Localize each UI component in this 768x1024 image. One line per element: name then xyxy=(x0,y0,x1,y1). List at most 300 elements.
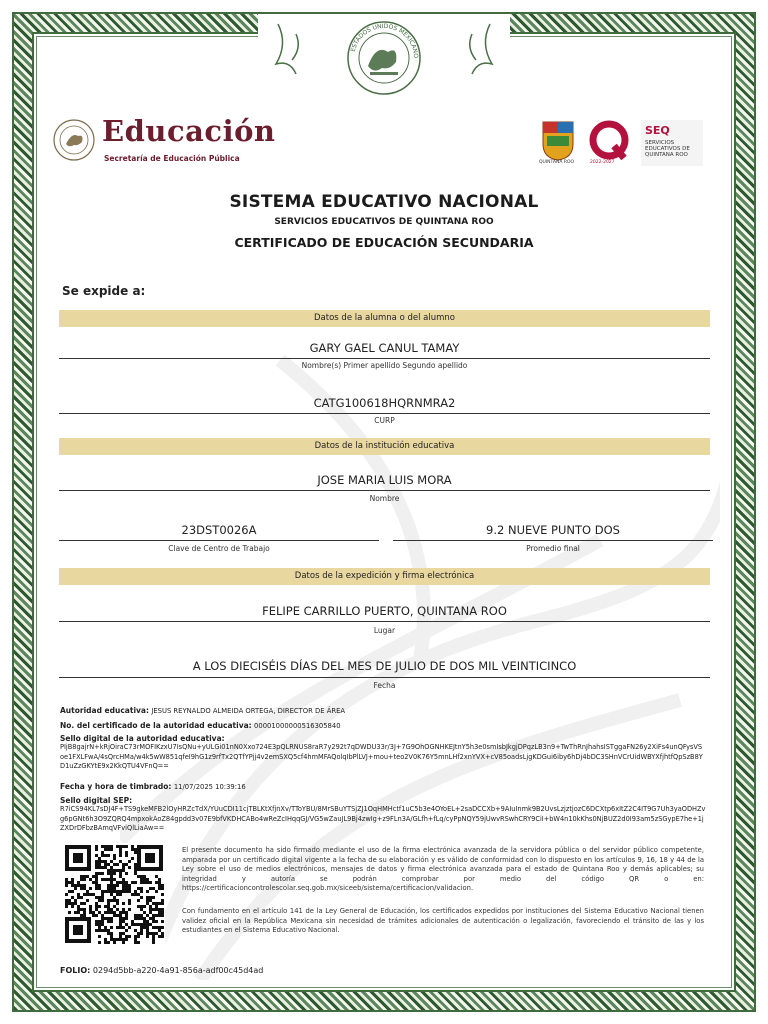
qr-cell xyxy=(77,884,80,887)
qr-cell xyxy=(152,917,155,920)
qr-cell xyxy=(113,938,116,941)
qr-cell xyxy=(158,911,161,914)
eagle-seal-icon xyxy=(258,14,510,100)
qr-cell xyxy=(134,941,137,944)
qr-cell xyxy=(110,920,113,923)
qr-cell xyxy=(125,851,128,854)
national-seal xyxy=(258,14,510,100)
curp-value: CATG100618HQRNMRA2 xyxy=(313,396,456,410)
qr-cell xyxy=(95,881,98,884)
qr-cell xyxy=(95,863,98,866)
qr-cell xyxy=(119,881,122,884)
qr-cell xyxy=(83,878,86,881)
qr-cell xyxy=(128,902,131,905)
timestamp-row xyxy=(60,782,246,791)
divider-line xyxy=(59,677,710,678)
qr-cell xyxy=(89,878,92,881)
qr-cell xyxy=(140,923,143,926)
qr-cell xyxy=(128,908,131,911)
qr-cell xyxy=(95,854,98,857)
qr-cell xyxy=(95,914,98,917)
qr-cell xyxy=(155,920,158,923)
place-label: Lugar xyxy=(373,626,396,635)
qr-cell xyxy=(110,878,113,881)
qr-cell xyxy=(137,905,140,908)
qr-cell xyxy=(107,878,110,881)
qr-cell xyxy=(77,908,80,911)
qr-cell xyxy=(83,914,86,917)
qr-cell xyxy=(113,914,116,917)
qr-cell xyxy=(158,881,161,884)
qr-cell xyxy=(110,848,113,851)
qr-cell xyxy=(95,905,98,908)
qr-cell xyxy=(119,848,122,851)
qr-cell xyxy=(98,929,101,932)
qr-cell xyxy=(95,872,98,875)
seal-text: ESTADOS UNIDOS MEXICANO xyxy=(349,22,420,59)
divider-line xyxy=(59,621,710,622)
qr-cell xyxy=(125,854,128,857)
qr-cell xyxy=(137,893,140,896)
school-name: JOSE MARIA LUIS MORA xyxy=(317,473,452,487)
qr-cell xyxy=(161,902,164,905)
qr-cell xyxy=(143,878,146,881)
qr-cell xyxy=(146,890,149,893)
qr-cell xyxy=(140,890,143,893)
qr-cell xyxy=(116,869,119,872)
qr-cell xyxy=(68,911,71,914)
qr-cell xyxy=(110,932,113,935)
sep-subtitle: Secretaría de Educación Pública xyxy=(104,154,240,163)
qr-cell xyxy=(77,893,80,896)
qr-cell xyxy=(116,845,119,848)
qr-cell xyxy=(107,872,110,875)
qr-cell xyxy=(134,890,137,893)
qr-cell xyxy=(110,938,113,941)
qr-cell xyxy=(140,917,143,920)
qr-cell xyxy=(104,941,107,944)
qr-cell xyxy=(65,881,68,884)
sep-seal-label: Sello digital SEP: xyxy=(60,796,133,805)
qr-cell xyxy=(161,893,164,896)
qr-cell xyxy=(95,878,98,881)
qr-cell xyxy=(155,905,158,908)
qr-cell xyxy=(110,890,113,893)
qr-cell xyxy=(107,932,110,935)
qr-cell xyxy=(74,884,77,887)
qr-cell xyxy=(119,860,122,863)
qr-cell xyxy=(122,938,125,941)
qr-cell xyxy=(71,890,74,893)
qr-cell xyxy=(119,938,122,941)
qr-cell xyxy=(83,902,86,905)
qr-cell xyxy=(119,932,122,935)
qr-cell xyxy=(143,881,146,884)
qr-cell xyxy=(125,935,128,938)
qr-cell xyxy=(158,929,161,932)
qr-cell xyxy=(77,896,80,899)
qr-cell xyxy=(128,884,131,887)
qr-cell xyxy=(83,887,86,890)
qr-code-icon[interactable] xyxy=(63,843,165,945)
qr-cell xyxy=(125,881,128,884)
student-name-label: Nombre(s) Primer apellido Segundo apellido xyxy=(301,361,468,370)
qr-cell xyxy=(146,923,149,926)
quintana-roo-shield-icon xyxy=(541,120,575,162)
legal-text-signature: El presente documento ha sido firmado mediante el uso de la firma electrónica avanzada de la servidora pública o del servidor público competente, amparada por un certificado digital vigente a la fecha de su elaboración y es válido de conformidad con lo dispuesto en los artículos 9, 16, 18 y 44 de la Ley sobre el uso de medios electrónicos, mensajes de datos y firma electrónica avanzada para el estado de Quintana Roo y demás aplicables; su integridad y autoría se podrán comprobar por medio del código QR o en: https://certificacioncontrolescolar.seq.gob.mx/siceeb/sistema/certificacion/validacion. xyxy=(182,846,704,893)
qr-cell xyxy=(119,890,122,893)
qr-cell xyxy=(122,863,125,866)
qr-cell xyxy=(110,917,113,920)
qr-cell xyxy=(104,866,107,869)
qr-cell xyxy=(80,896,83,899)
digital-seal-row xyxy=(60,734,706,772)
qr-cell xyxy=(137,899,140,902)
qr-cell xyxy=(146,896,149,899)
qr-cell xyxy=(122,878,125,881)
qr-cell xyxy=(71,896,74,899)
qr-cell xyxy=(161,899,164,902)
qr-cell xyxy=(101,851,104,854)
qr-cell xyxy=(74,902,77,905)
qr-cell xyxy=(134,851,137,854)
qr-cell xyxy=(131,923,134,926)
qr-cell xyxy=(113,857,116,860)
qr-cell xyxy=(128,935,131,938)
qr-cell xyxy=(95,875,98,878)
qr-cell xyxy=(95,848,98,851)
student-name: GARY GAEL CANUL TAMAY xyxy=(309,341,460,355)
qr-cell xyxy=(140,908,143,911)
qr-cell xyxy=(95,920,98,923)
qr-cell xyxy=(149,908,152,911)
qr-cell xyxy=(107,911,110,914)
qr-cell xyxy=(110,884,113,887)
qr-cell xyxy=(128,899,131,902)
school-name-label: Nombre xyxy=(369,494,400,503)
qr-cell xyxy=(158,914,161,917)
qr-cell xyxy=(149,905,152,908)
qr-cell xyxy=(116,902,119,905)
qr-cell xyxy=(113,854,116,857)
qr-cell xyxy=(122,911,125,914)
qr-cell xyxy=(113,887,116,890)
qr-cell xyxy=(158,878,161,881)
qr-cell xyxy=(155,902,158,905)
institution-section-band: Datos de la institución educativa xyxy=(59,438,710,455)
qr-cell xyxy=(155,914,158,917)
qr-cell xyxy=(110,860,113,863)
qr-cell xyxy=(119,917,122,920)
date-value: A LOS DIECISÉIS DÍAS DEL MES DE JULIO DE DOS MIL VEINTICINCO xyxy=(192,659,577,673)
qr-cell xyxy=(146,929,149,932)
qr-cell xyxy=(131,857,134,860)
qr-cell xyxy=(125,845,128,848)
qr-cell xyxy=(125,863,128,866)
qr-cell xyxy=(146,920,149,923)
qr-cell xyxy=(80,914,83,917)
qr-cell xyxy=(158,884,161,887)
qr-cell xyxy=(143,920,146,923)
qr-cell xyxy=(95,929,98,932)
qr-cell xyxy=(125,887,128,890)
qr-cell xyxy=(116,908,119,911)
sep-seal-icon xyxy=(52,118,96,162)
date-label: Fecha xyxy=(373,681,396,690)
qr-cell xyxy=(86,875,89,878)
qr-cell xyxy=(98,926,101,929)
qr-cell xyxy=(161,926,164,929)
qr-cell xyxy=(104,917,107,920)
qr-cell xyxy=(65,878,68,881)
qr-cell xyxy=(92,881,95,884)
sep-seal-value: R7iCS94KL7sDJ4F+TS9gkeMFB2lOyHRZcTdX/YUuCDI11cjTBLKtXfjnXv/TToYBU/8MrSBuYTSjZJ1OqHMHctf1uC5b3e4OYoEL+2saDCCXb+9AIuInmk9B2UvsLzjztjozC6DCXtp6xItZ2C4IT9G7Uh3yaODHZvg6pGNt6h3O9ZQRQ4mpxokAoZ84gpdd3v07E9bfVKDHCABo4wReZcIHqqGJ/VG5wZauJL9Bj4zwIg+z9FLn3A/GLfh+fLq/cyPpNQY59jUwvRSwhCRY9CiI+bW4n10kKhs0NjBUZ2d0I93am5zSGypE7he+1jZXDrDFbzBAmqVFviQlLiaAw== xyxy=(60,805,706,832)
qr-cell xyxy=(98,941,101,944)
qr-cell xyxy=(149,911,152,914)
qr-cell xyxy=(143,923,146,926)
qr-cell xyxy=(104,911,107,914)
qr-cell xyxy=(110,881,113,884)
qr-cell xyxy=(134,893,137,896)
qr-cell xyxy=(107,863,110,866)
qr-cell xyxy=(95,866,98,869)
qr-cell xyxy=(119,920,122,923)
qr-cell xyxy=(143,917,146,920)
qr-cell xyxy=(107,854,110,857)
qr-cell xyxy=(155,926,158,929)
qr-cell xyxy=(110,875,113,878)
qr-cell xyxy=(161,911,164,914)
page-subtitle: SERVICIOS EDUCATIVOS DE QUINTANA ROO xyxy=(274,217,494,227)
qr-cell xyxy=(122,932,125,935)
qr-cell xyxy=(113,869,116,872)
qr-cell xyxy=(140,914,143,917)
qr-cell xyxy=(98,905,101,908)
qr-cell xyxy=(71,881,74,884)
qr-cell xyxy=(149,887,152,890)
qr-cell xyxy=(86,899,89,902)
qr-cell xyxy=(83,884,86,887)
qr-cell xyxy=(119,875,122,878)
qr-cell xyxy=(92,911,95,914)
cct-label: Clave de Centro de Trabajo xyxy=(168,544,270,553)
qr-cell xyxy=(128,866,131,869)
qr-cell xyxy=(119,854,122,857)
qr-cell xyxy=(143,875,146,878)
qr-cell xyxy=(122,845,125,848)
folio-row xyxy=(60,966,263,975)
qr-cell xyxy=(95,923,98,926)
qr-cell xyxy=(104,854,107,857)
timestamp-label: Fecha y hora de timbrado: xyxy=(60,782,172,791)
qr-cell xyxy=(119,872,122,875)
digital-seal-value: PIjB8gajrN+kRjOiraC73rMOFIKzxU7IsQNu+yULGi01nN0Xxo724E3pQLRNUS8raR7y292t7qDWDU33r/3J+7G9OhOGNHKEJtnY5h3e0smIsbJkgjDPqzLB3n9+TwThRnJhahsISTggaFN26y2XiFs4unQFysVSoe1FXLFwA/4sQrcHMa/w4k5wW851qfeI9hG1z9rfTx2QTfYPjj4v2emSXQ5cf4hmMFAQolqIbPlLVJ+mou+teo2V0K76Y5mnLHf2xnYVX+cV85oadsLjgKDGui6iby6hDj4bDC3SHnVCrUidWBYXfjhtfQpSzB8YD1uZzGKYtE9x2KkQTU4VFnQ== xyxy=(60,743,703,770)
qr-cell xyxy=(110,872,113,875)
qr-cell xyxy=(158,935,161,938)
qr-cell xyxy=(107,902,110,905)
qr-cell xyxy=(101,914,104,917)
qr-cell xyxy=(95,902,98,905)
qr-cell xyxy=(101,854,104,857)
qr-cell xyxy=(137,932,140,935)
qr-cell xyxy=(80,875,83,878)
qr-cell xyxy=(122,881,125,884)
qr-cell xyxy=(140,926,143,929)
qr-cell xyxy=(77,911,80,914)
qr-cell xyxy=(158,926,161,929)
qr-cell xyxy=(119,893,122,896)
qr-cell xyxy=(134,866,137,869)
qr-cell xyxy=(158,902,161,905)
qr-cell xyxy=(101,893,104,896)
qr-cell xyxy=(95,860,98,863)
qr-cell xyxy=(68,899,71,902)
qr-cell xyxy=(107,905,110,908)
qr-cell xyxy=(134,935,137,938)
qr-cell xyxy=(95,887,98,890)
qr-cell xyxy=(101,917,104,920)
average-label: Promedio final xyxy=(526,544,580,553)
qr-cell xyxy=(104,938,107,941)
qr-cell xyxy=(146,878,149,881)
qr-cell xyxy=(119,923,122,926)
qr-cell xyxy=(119,869,122,872)
qr-cell xyxy=(110,899,113,902)
qr-cell xyxy=(152,902,155,905)
qr-cell xyxy=(134,923,137,926)
qr-cell xyxy=(125,938,128,941)
cert-number-label: No. del certificado de la autoridad educativa: xyxy=(60,721,252,730)
qr-cell xyxy=(116,863,119,866)
qr-cell xyxy=(95,908,98,911)
qr-cell xyxy=(113,941,116,944)
qr-cell xyxy=(134,848,137,851)
qr-cell xyxy=(146,881,149,884)
qr-cell xyxy=(137,875,140,878)
qr-cell xyxy=(131,920,134,923)
sep-seal-row xyxy=(60,796,706,834)
qr-cell xyxy=(113,890,116,893)
qr-cell xyxy=(89,905,92,908)
qr-cell xyxy=(128,887,131,890)
qr-cell xyxy=(116,884,119,887)
qr-cell xyxy=(80,884,83,887)
qr-cell xyxy=(65,899,68,902)
qr-cell xyxy=(74,911,77,914)
qr-cell xyxy=(122,887,125,890)
qr-cell xyxy=(113,896,116,899)
qr-cell xyxy=(155,875,158,878)
qr-cell xyxy=(146,926,149,929)
seq-logo-text: SERVICIOS EDUCATIVOS DE QUINTANA ROO xyxy=(645,140,690,158)
qr-cell xyxy=(158,887,161,890)
qr-cell xyxy=(140,905,143,908)
qr-cell xyxy=(161,920,164,923)
qr-cell xyxy=(107,899,110,902)
qr-cell xyxy=(122,890,125,893)
qr-cell xyxy=(104,929,107,932)
qr-cell xyxy=(80,902,83,905)
qr-cell xyxy=(134,872,137,875)
qr-cell xyxy=(131,881,134,884)
qr-cell xyxy=(140,881,143,884)
qr-cell xyxy=(98,857,101,860)
qr-cell xyxy=(95,884,98,887)
qr-cell xyxy=(131,845,134,848)
qr-cell xyxy=(83,875,86,878)
folio-value: 0294d5bb-a220-4a91-856a-adf00c45d4ad xyxy=(92,966,264,975)
qr-cell xyxy=(116,914,119,917)
qr-cell xyxy=(125,890,128,893)
qr-cell xyxy=(110,866,113,869)
qr-cell xyxy=(155,881,158,884)
qr-cell xyxy=(137,923,140,926)
qr-cell xyxy=(134,869,137,872)
qr-cell xyxy=(107,917,110,920)
qr-cell xyxy=(98,872,101,875)
qr-cell xyxy=(140,929,143,932)
qr-cell xyxy=(107,884,110,887)
qr-cell xyxy=(110,869,113,872)
qr-cell xyxy=(104,878,107,881)
qr-cell xyxy=(80,908,83,911)
qr-cell xyxy=(116,926,119,929)
student-section-band: Datos de la alumna o del alumno xyxy=(59,310,710,327)
qr-cell xyxy=(92,875,95,878)
qr-cell xyxy=(89,908,92,911)
qr-cell xyxy=(122,926,125,929)
qr-cell xyxy=(110,911,113,914)
seq-logo-title: SEQ xyxy=(645,124,670,137)
qr-cell xyxy=(122,941,125,944)
qr-cell xyxy=(77,905,80,908)
qr-cell xyxy=(119,914,122,917)
folio-label: FOLIO: xyxy=(60,966,91,975)
qr-cell xyxy=(101,860,104,863)
qr-cell xyxy=(146,914,149,917)
qr-cell xyxy=(137,917,140,920)
cct-value: 23DST0026A xyxy=(181,523,257,537)
qr-cell xyxy=(152,914,155,917)
qr-cell xyxy=(122,908,125,911)
qr-cell xyxy=(122,884,125,887)
education-logo-text: Educación xyxy=(102,114,276,148)
qr-cell xyxy=(104,863,107,866)
qr-cell xyxy=(128,926,131,929)
qr-cell xyxy=(107,845,110,848)
qr-cell xyxy=(110,893,113,896)
qr-cell xyxy=(101,929,104,932)
qr-cell xyxy=(71,902,74,905)
qr-cell xyxy=(113,878,116,881)
qr-cell xyxy=(152,938,155,941)
qr-cell xyxy=(107,929,110,932)
qr-cell xyxy=(107,848,110,851)
qr-cell xyxy=(110,935,113,938)
qr-cell xyxy=(125,872,128,875)
qr-cell xyxy=(98,884,101,887)
qr-cell xyxy=(83,908,86,911)
qr-cell xyxy=(80,887,83,890)
page-title: SISTEMA EDUCATIVO NACIONAL xyxy=(229,192,539,212)
qr-cell xyxy=(86,890,89,893)
qr-cell xyxy=(125,914,128,917)
qr-cell xyxy=(152,920,155,923)
issued-to-heading: Se expide a: xyxy=(62,284,146,298)
qr-cell xyxy=(134,917,137,920)
qr-cell xyxy=(149,881,152,884)
qr-cell xyxy=(122,920,125,923)
